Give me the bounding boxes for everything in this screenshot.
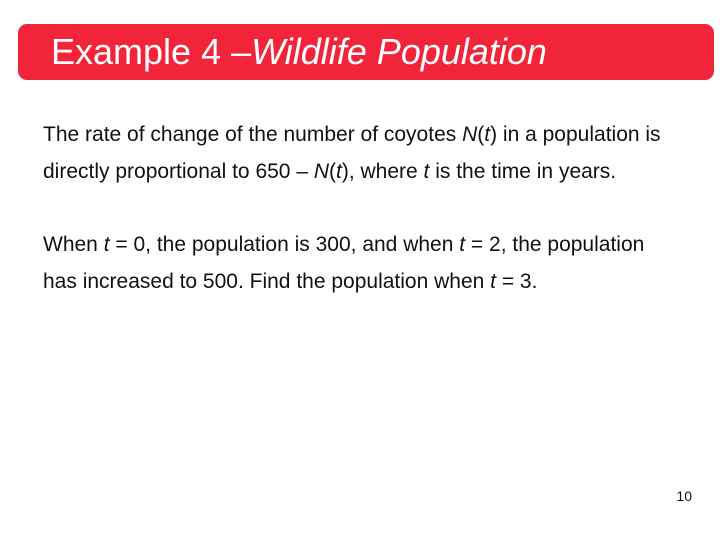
slide-content <box>43 116 683 300</box>
text-run: is the time in years. <box>429 160 617 183</box>
variable-t: t <box>423 160 430 183</box>
variable-n: N <box>462 123 478 146</box>
text-run: = 2, the population has increased to 500. Find the population when <box>43 233 645 293</box>
text-run: = 0, the population is 300, and when <box>109 233 460 256</box>
variable-t: t <box>459 233 466 256</box>
page-number: 10 <box>676 488 692 504</box>
text-run: ), where <box>341 160 424 183</box>
slide-title-bar <box>18 24 714 80</box>
text-run: The rate of change of the number of coyotes <box>43 123 463 146</box>
text-run: When <box>43 233 104 256</box>
variable-n: N <box>313 160 329 183</box>
slide-title-main: Example 4 – <box>51 31 252 72</box>
problem-statement-paragraph <box>43 116 683 190</box>
variable-t: t <box>336 160 342 183</box>
slide-title-sub: Wildlife Population <box>251 31 547 72</box>
variable-t: t <box>103 233 110 256</box>
variable-t: t <box>490 270 496 293</box>
text-run: ) in a population is directly proportional to 650 – <box>43 123 661 183</box>
question-paragraph <box>43 226 683 300</box>
text-run: ( <box>477 123 485 146</box>
text-run: ( <box>329 160 336 183</box>
variable-t: t <box>484 123 491 146</box>
text-run: = 3. <box>496 270 538 293</box>
